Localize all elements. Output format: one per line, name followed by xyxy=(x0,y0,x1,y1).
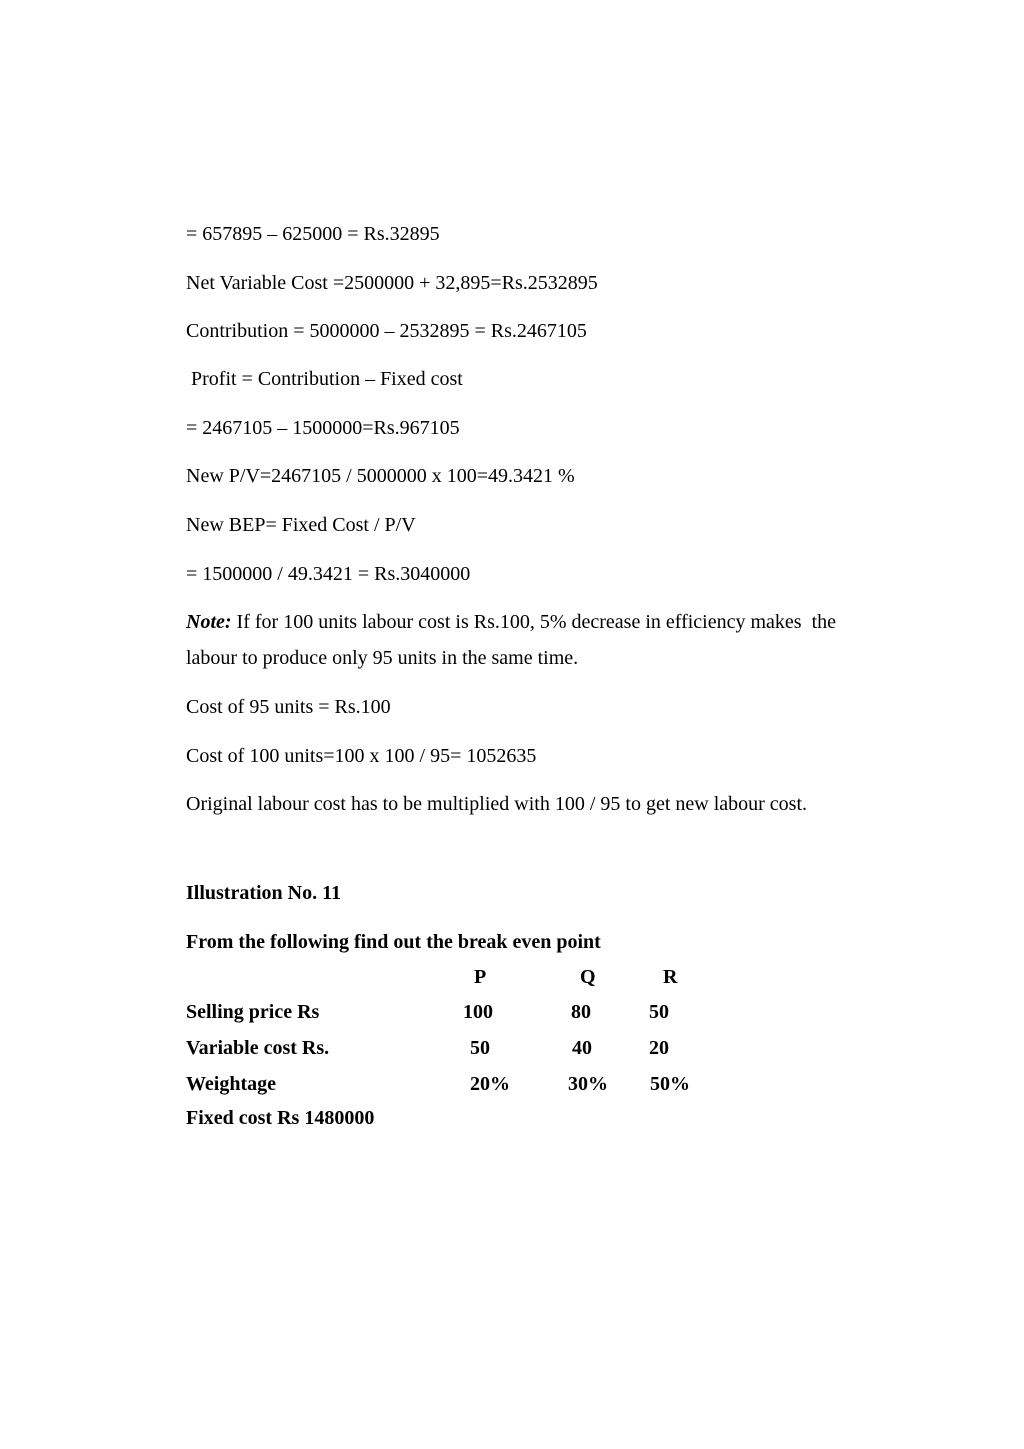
note-line-cost-100: Cost of 100 units=100 x 100 / 95= 1052635 xyxy=(186,745,537,767)
cell-variable-cost-p: 50 xyxy=(470,1037,490,1059)
illustration-title: Illustration No. 11 xyxy=(186,882,342,904)
cell-variable-cost-r: 20 xyxy=(649,1037,669,1059)
row-label-weightage: Weightage xyxy=(186,1073,276,1095)
column-header-r: R xyxy=(663,966,678,988)
note-line-original-labour: Original labour cost has to be multiplied with 100 / 95 to get new labour cost. xyxy=(186,793,808,815)
cell-selling-price-p: 100 xyxy=(463,1001,493,1023)
column-header-q: Q xyxy=(580,966,596,988)
cell-variable-cost-q: 40 xyxy=(572,1037,592,1059)
column-header-p: P xyxy=(474,966,487,988)
note-paragraph-line-2: labour to produce only 95 units in the same time. xyxy=(186,647,579,669)
cell-selling-price-q: 80 xyxy=(571,1001,591,1023)
cell-selling-price-r: 50 xyxy=(649,1001,669,1023)
fixed-cost-line: Fixed cost Rs 1480000 xyxy=(186,1107,375,1129)
calc-line-6: New P/V=2467105 / 5000000 x 100=49.3421 % xyxy=(186,465,575,487)
note-paragraph-line-1 xyxy=(186,610,836,634)
note-text-1: If for 100 units labour cost is Rs.100, 5% decrease in efficiency makes the xyxy=(231,611,837,633)
cell-weightage-r: 50% xyxy=(650,1073,690,1095)
row-label-selling-price: Selling price Rs xyxy=(186,1001,320,1023)
calc-line-8: = 1500000 / 49.3421 = Rs.3040000 xyxy=(186,563,471,585)
note-label: Note: xyxy=(186,611,232,633)
note-line-cost-95: Cost of 95 units = Rs.100 xyxy=(186,696,391,718)
calc-line-5: = 2467105 – 1500000=Rs.967105 xyxy=(186,417,460,439)
illustration-question: From the following find out the break even point xyxy=(186,931,601,953)
calc-line-7: New BEP= Fixed Cost / P/V xyxy=(186,514,416,536)
calc-line-2: Net Variable Cost =2500000 + 32,895=Rs.2532895 xyxy=(186,272,598,294)
cell-weightage-p: 20% xyxy=(470,1073,510,1095)
row-label-variable-cost: Variable cost Rs. xyxy=(186,1037,330,1059)
calc-line-4: Profit = Contribution – Fixed cost xyxy=(186,368,463,390)
calc-line-1: = 657895 – 625000 = Rs.32895 xyxy=(186,223,440,245)
calc-line-3: Contribution = 5000000 – 2532895 = Rs.2467105 xyxy=(186,320,587,342)
cell-weightage-q: 30% xyxy=(568,1073,608,1095)
